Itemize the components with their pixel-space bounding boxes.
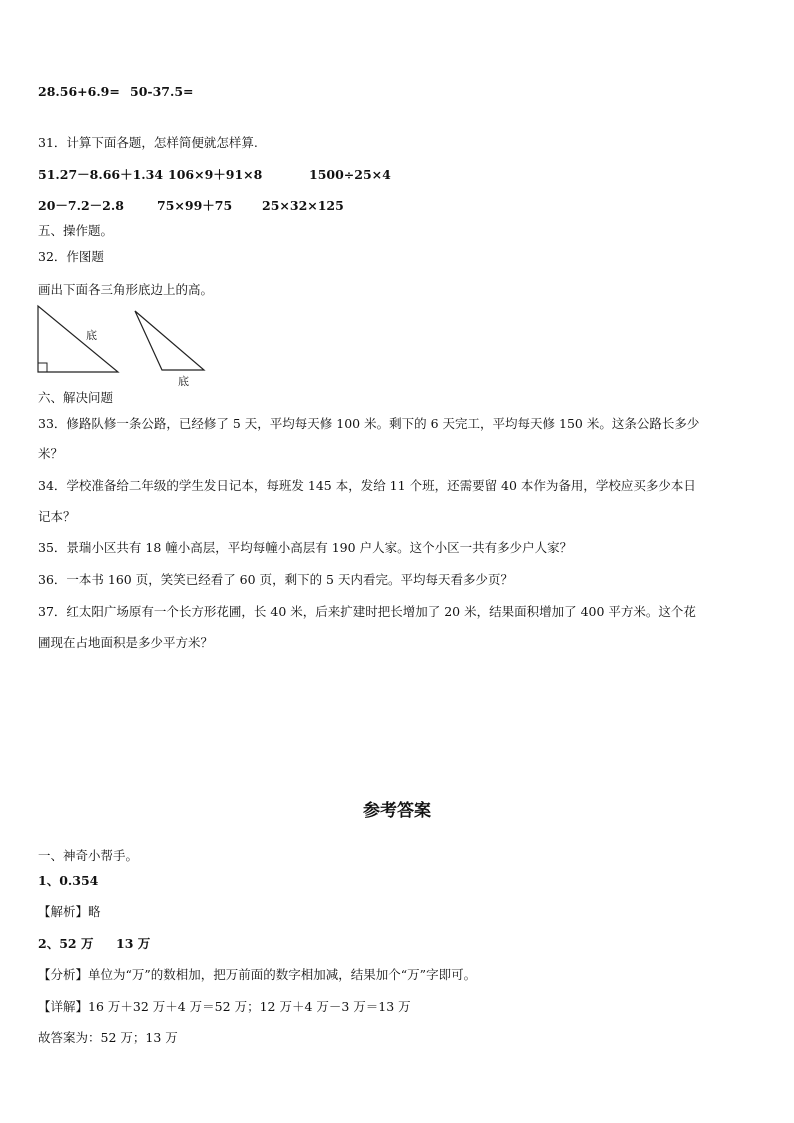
answer-2-value-1: 2、52 万 <box>38 936 94 951</box>
q37-line-2: 圃现在占地面积是多少平方米？ <box>38 635 214 650</box>
right-angle-mark <box>38 363 47 372</box>
q31-title: 31．计算下面各题，怎样简便就怎样算. <box>38 135 258 150</box>
q33-line-1: 33．修路队修一条公路，已经修了 5 天，平均每天修 100 米。剩下的 6 天完工，平均每天修 150 米。这条公路长多少 <box>38 416 700 431</box>
answers-heading: 参考答案 <box>363 801 431 821</box>
expr-1: 28.56+6.9= <box>38 84 120 99</box>
q31-expr: 75×99＋75 <box>157 198 233 213</box>
answer-2-detail: 【详解】16 万＋32 万＋4 万＝52 万；12 万＋4 万－3 万＝13 万 <box>38 999 411 1014</box>
answer-2 <box>38 936 150 952</box>
section-5-heading: 五、操作题。 <box>38 223 114 238</box>
q34-line-2: 记本？ <box>38 509 76 524</box>
obtuse-triangle <box>135 311 204 388</box>
base-label-2: 底 <box>178 375 189 388</box>
expr-2: 50-37.5= <box>130 84 194 99</box>
q37-line-1: 37．红太阳广场原有一个长方形花圃，长 40 米，后来扩建时把长增加了 20 米，结果面积增加了 400 平方米。这个花 <box>38 604 696 619</box>
answer-1: 1、0.354 <box>38 873 99 888</box>
answer-1-analysis: 【解析】略 <box>38 904 101 919</box>
section-6-heading: 六、解决问题 <box>38 390 114 405</box>
q35: 35．景瑞小区共有 18 幢小高层，平均每幢小高层有 190 户人家。这个小区一共有多少户人家？ <box>38 540 573 555</box>
base-label-1: 底 <box>86 329 97 342</box>
right-triangle <box>38 306 118 372</box>
answer-2-analysis: 【分析】单位为“万”的数相加，把万前面的数字相加减，结果加个“万”字即可。 <box>38 967 477 982</box>
q32-instruction: 画出下面各三角形底边上的高。 <box>38 282 214 297</box>
q34-line-1: 34．学校准备给二年级的学生发日记本，每班发 145 本，发给 11 个班，还需要留 40 本作为备用，学校应买多少本日 <box>38 478 696 493</box>
answers-section-1: 一、神奇小帮手。 <box>38 848 139 863</box>
q31-expr: 25×32×125 <box>262 198 344 213</box>
triangle-figures <box>0 0 794 400</box>
q31-expr: 20－7.2－2.8 <box>38 198 124 213</box>
answer-2-value-2: 13 万 <box>116 936 151 951</box>
q36: 36．一本书 160 页，笑笑已经看了 60 页，剩下的 5 天内看完。平均每天看多少页？ <box>38 572 513 587</box>
q31-expr: 1500÷25×4 <box>309 167 391 182</box>
answer-2-final: 故答案为：52 万；13 万 <box>38 1030 178 1045</box>
q33-line-2: 米？ <box>38 446 64 461</box>
q31-expr: 51.27－8.66＋1.34 <box>38 167 164 182</box>
q31-expr: 106×9＋91×8 <box>168 167 263 182</box>
q32-title: 32．作图题 <box>38 249 104 264</box>
